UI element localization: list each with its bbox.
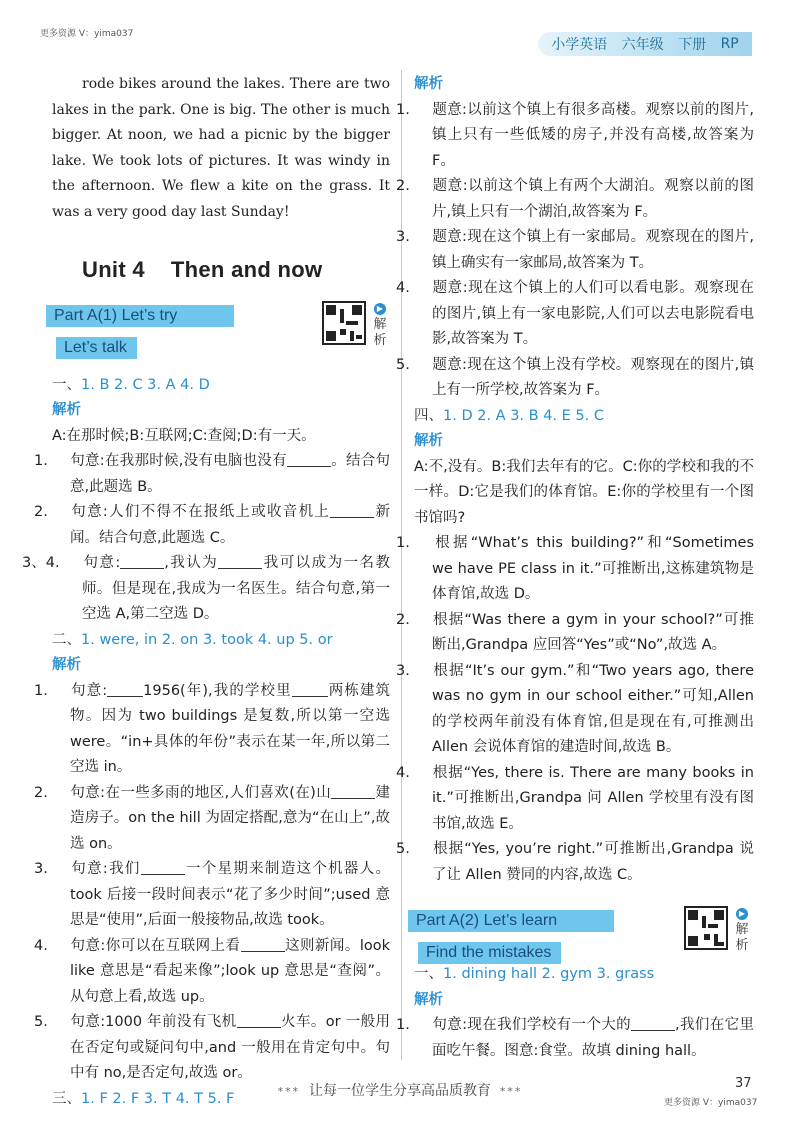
footer-slogan-text: 让每一位学生分享高品质教育 xyxy=(309,1083,491,1099)
explanation-item: 4. 题意:现在这个镇上的人们可以看电影。观察现在的图片,镇上有一家电影院,人们可以去电影院看电影,故答案为 T。 xyxy=(396,280,754,347)
explanation-item: 1. 根据“What’s this building?”和“Sometimes we have PE class in it.”可推断出,这栋建筑物是体育馆,故选 D。 xyxy=(396,535,754,602)
explanation-item: 4. 句意:你可以在互联网上看 这则新闻。look like 意思是“看起来像”;look up 意思是“查阅”。从句意上看,故选 up。 xyxy=(34,937,390,1005)
explanation-item: 1. 题意:以前这个镇上有很多高楼。观察以前的图片,镇上只有一些低矮的房子,并没有高楼,故答案为 F。 xyxy=(396,101,754,169)
footer-stars-right: *** xyxy=(499,1085,523,1098)
series-banner xyxy=(538,32,752,56)
unit-name: Then and now xyxy=(170,257,323,282)
analysis-label: 解析 xyxy=(414,991,443,1008)
qr-code-icon[interactable] xyxy=(322,301,366,345)
explanation-item: 5. 题意:现在这个镇上没有学校。观察现在的图片,镇上有一所学校,故答案为 F。 xyxy=(396,356,754,398)
section-title-line2: Find the mistakes xyxy=(418,942,561,964)
answer-line-section5: 一、1. dining hall 2. gym 3. grass xyxy=(414,966,655,982)
banner-subject: 小学英语 xyxy=(551,37,608,53)
explanation-item: 2. 题意:以前这个镇上有两个大湖泊。观察以前的图片,镇上只有一个湖泊,故答案为 F。 xyxy=(396,178,754,220)
unit-title xyxy=(82,257,390,283)
qr-label-jie: 解 xyxy=(373,316,387,332)
explanation-item: 1. 句意: 1956(年),我的学校里 两栋建筑物。因为 two buildings 是复数,所以第一空选 were。“in+具体的年份”表示在某一年,所以第二空选 in。 xyxy=(34,682,391,775)
answer-line-section1: 一、1. B 2. C 3. A 4. D xyxy=(52,376,210,393)
explanation-item: 2. 根据“Was there a gym in your school?”可推断出,Grandpa 应回答“Yes”或“No”,故选 A。 xyxy=(396,611,754,653)
qr-code-icon[interactable] xyxy=(684,906,728,950)
explanation-item: 5. 根据“Yes, you’re right.”可推断出,Grandpa 说了让 Allen 赞同的内容,故选 C。 xyxy=(396,841,754,883)
analysis-label: 解析 xyxy=(414,76,443,92)
section-header-part-a2 xyxy=(414,906,754,962)
answer-line-section2: 二、1. were, in 2. on 3. took 4. up 5. or xyxy=(52,631,333,648)
qr-label-xi: 析 xyxy=(373,332,387,348)
qr-label-xi: 析 xyxy=(735,938,749,953)
analysis-label: 解析 xyxy=(52,402,81,418)
explanation-item: 5. 句意:1000 年前没有飞机 火车。or 一般用在否定句或疑问句中,and 一般用在肯定句中。句中有 no,是否定句,故选 or。 xyxy=(34,1014,390,1081)
explanation-item: 4. 根据“Yes, there is. There are many books in it.”可推断出,Grandpa 问 Allen 学校里有没有图书馆,故选 E。 xyxy=(396,764,754,832)
explanation-item: 3. 根据“It’s our gym.”和“Two years ago, there was no gym in our school either.”可知,Allen 的学校两年前没有体育馆,但是现在有,可推测出 Allen 会说体育馆的建造时间,故选 B。 xyxy=(396,662,754,755)
section-title-line1: Part A(1) Let’s try xyxy=(46,305,234,327)
section-title-line2: Let’s talk xyxy=(56,337,137,359)
right-column xyxy=(396,72,754,1064)
section-title-line1: Part A(2) Let’s learn xyxy=(408,910,614,932)
answer-line-section3: 三、1. F 2. F 3. T 4. T 5. F xyxy=(52,1090,235,1107)
page-number: 37 xyxy=(735,1076,752,1091)
analysis-label: 解析 xyxy=(414,433,443,449)
left-column xyxy=(22,72,391,1112)
play-icon: ▶ xyxy=(736,908,748,920)
footer-stars-left: *** xyxy=(277,1085,301,1098)
banner-volume: 下册 xyxy=(678,37,707,53)
column-divider xyxy=(401,70,402,1060)
options-text: A:不,没有。B:我们去年有的它。C:你的学校和我的不一样。D:它是我们的体育馆。E:你的学校里有一个图书馆吗? xyxy=(414,458,754,526)
explanation-item: 1. 句意:在我那时候,没有电脑也没有 。结合句意,此题选 B。 xyxy=(34,453,391,495)
reading-passage xyxy=(52,72,390,225)
banner-edition: RP xyxy=(720,36,739,52)
explanation-item: 3、4. 句意: ,我认为 我可以成为一名教师。但是现在,我成为一名医生。结合句意,第一空选 A,第二空选 D。 xyxy=(22,555,391,622)
section-header-part-a1 xyxy=(52,301,390,373)
explanation-item: 1. 句意:现在我们学校有一个大的 ,我们在它里面吃午餐。图意:食堂。故填 dining hall。 xyxy=(396,1017,754,1059)
explanation-item: 2. 句意:人们不得不在报纸上或收音机上 新闻。结合句意,此题选 C。 xyxy=(34,504,390,546)
explanation-item: 3. 句意:我们 一个星期来制造这个机器人。took 后接一段时间表示“花了多少时间”;used 意思是“使用”,后面一般接物品,故选 took。 xyxy=(34,861,390,928)
play-icon: ▶ xyxy=(374,303,386,315)
watermark-top-left: 更多资源 V：yima037 xyxy=(40,29,134,39)
analysis-label: 解析 xyxy=(52,657,81,673)
unit-number: Unit 4 xyxy=(82,257,145,282)
answer-line-section4: 四、1. D 2. A 3. B 4. E 5. C xyxy=(414,407,604,424)
options-text: A:在那时候;B:互联网;C:查阅;D:有一天。 xyxy=(52,427,316,444)
banner-grade: 六年级 xyxy=(621,37,664,53)
passage-text: rode bikes around the lakes. There are two lakes in the park. One is big. The other is much bigger. At noon, we had a picnic by the bigger lake. We took lots of pictures. It was windy in the afternoon. We flew a kite on the grass. It was a very good day last Sunday! xyxy=(52,76,390,220)
watermark-bottom-right: 更多资源 V：yima037 xyxy=(664,1098,758,1108)
qr-label-jie: 解 xyxy=(735,922,749,937)
explanation-item: 2. 句意:在一些多雨的地区,人们喜欢(在)山 建造房子。on the hill 为固定搭配,意为“在山上”,故选 on。 xyxy=(34,784,391,852)
explanation-item: 3. 题意:现在这个镇上有一家邮局。观察现在的图片,镇上确实有一家邮局,故答案为 T。 xyxy=(396,229,754,271)
